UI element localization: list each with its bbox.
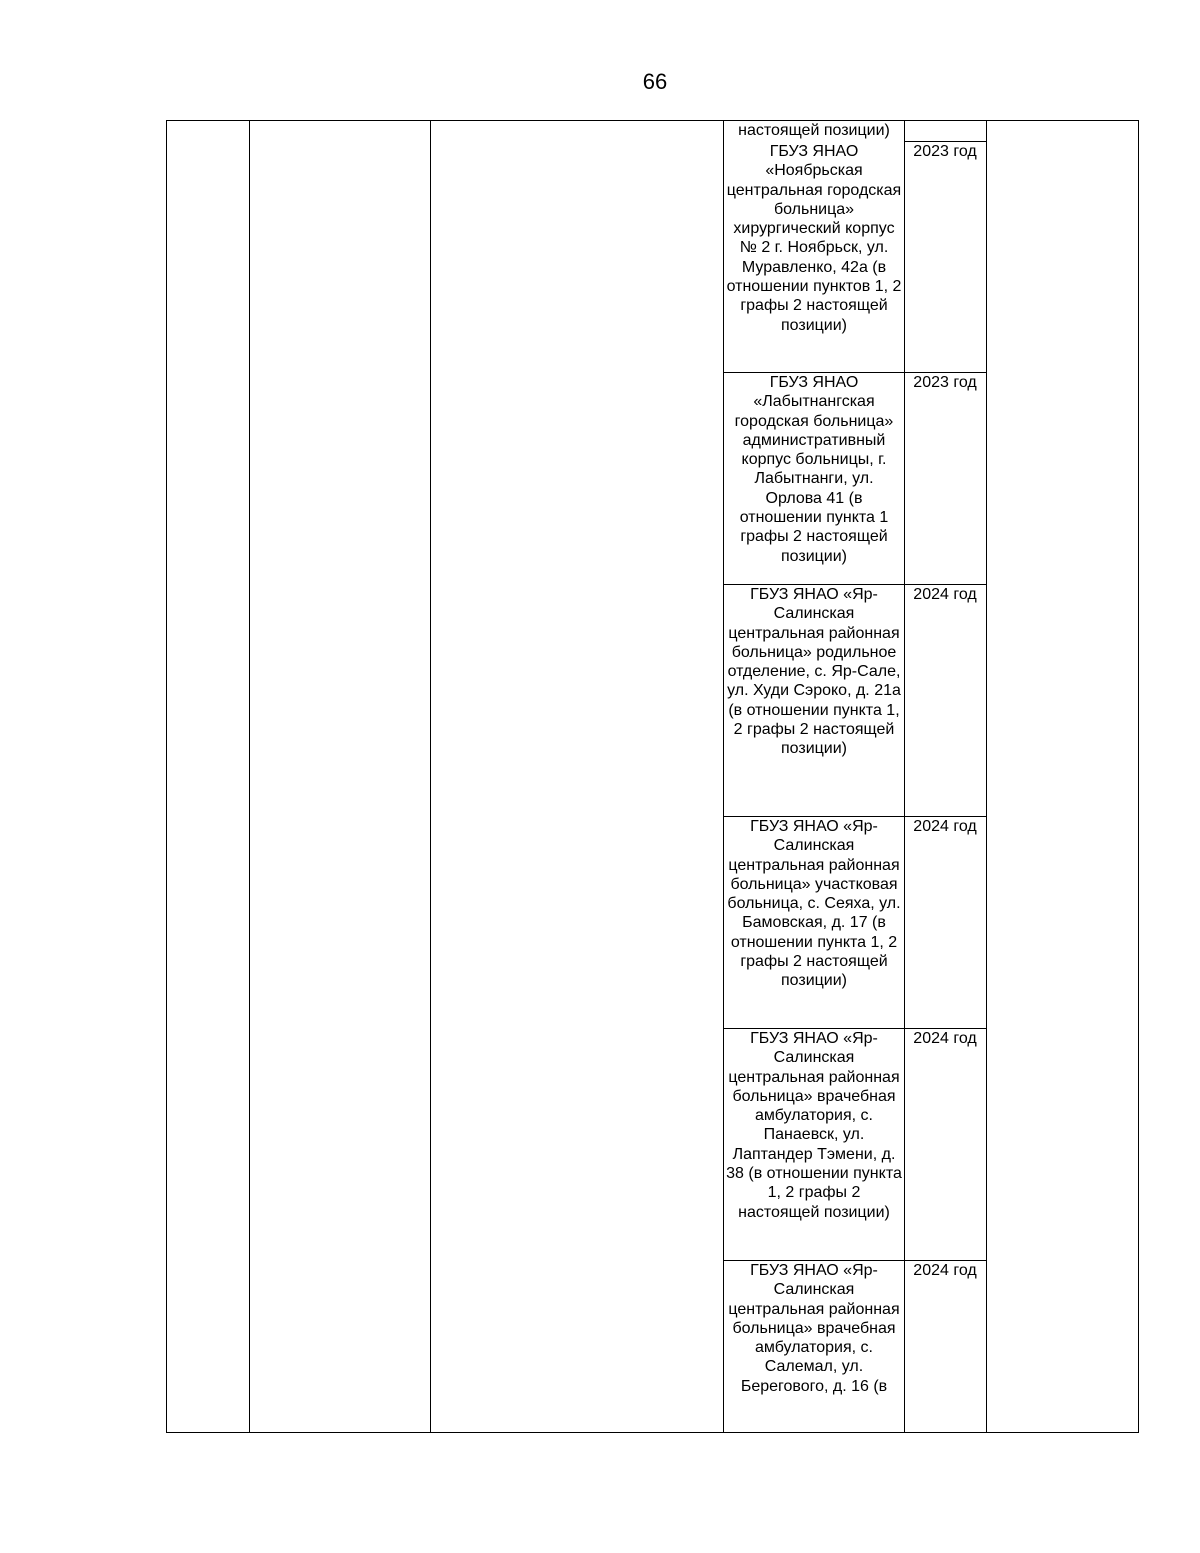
table-frame: [166, 120, 1139, 1433]
location-cell: ГБУЗ ЯНАО «Яр-Салинская центральная районная больница» участковая больница, с. Сеяха, ул. Бамовская, д. 17 (в отношении пункта 1, 2 графы 2 настоящей позиции): [727, 818, 901, 990]
page-number: 66: [642, 69, 668, 94]
location-cell: ГБУЗ ЯНАО «Яр-Салинская центральная районная больница» родильное отделение, с. Яр-Сале, ул. Худи Сэроко, д. 21а (в отношении пункта 1, 2 графы 2 настоящей позиции): [727, 586, 901, 758]
column-divider-1: [249, 120, 250, 1433]
year-cell: 2024 год: [913, 818, 977, 835]
year-cell: 2024 год: [913, 586, 977, 603]
location-cell: ГБУЗ ЯНАО «Ноябрьская центральная городская больница» хирургический корпус № 2 г. Ноябрьск, ул. Муравленко, 42а (в отношении пунктов 1, 2 графы 2 настоящей позиции): [726, 143, 902, 334]
column-divider-5: [986, 120, 987, 1433]
column-divider-2: [430, 120, 431, 1433]
year-cell: 2023 год: [913, 143, 977, 160]
year-cell: 2024 год: [913, 1262, 977, 1279]
year-cell: [904, 121, 986, 142]
year-cell: 2023 год: [913, 374, 977, 391]
location-cell: ГБУЗ ЯНАО «Яр-Салинская центральная районная больница» врачебная амбулатория, с. Салемал, ул. Берегового, д. 16 (в: [728, 1262, 900, 1395]
location-cell: настоящей позиции): [738, 122, 890, 139]
location-cell: ГБУЗ ЯНАО «Яр-Салинская центральная районная больница» врачебная амбулатория, с. Панаевск, ул. Лаптандер Тэмени, д. 38 (в отношении пункта 1, 2 графы 2 настоящей позиции): [726, 1030, 902, 1221]
location-cell: ГБУЗ ЯНАО «Лабытнангская городская больница» административный корпус больницы, г. Лабытнанги, ул. Орлова 41 (в отношении пункта 1 графы 2 настоящей позиции): [734, 374, 894, 565]
year-cell: 2024 год: [913, 1030, 977, 1047]
